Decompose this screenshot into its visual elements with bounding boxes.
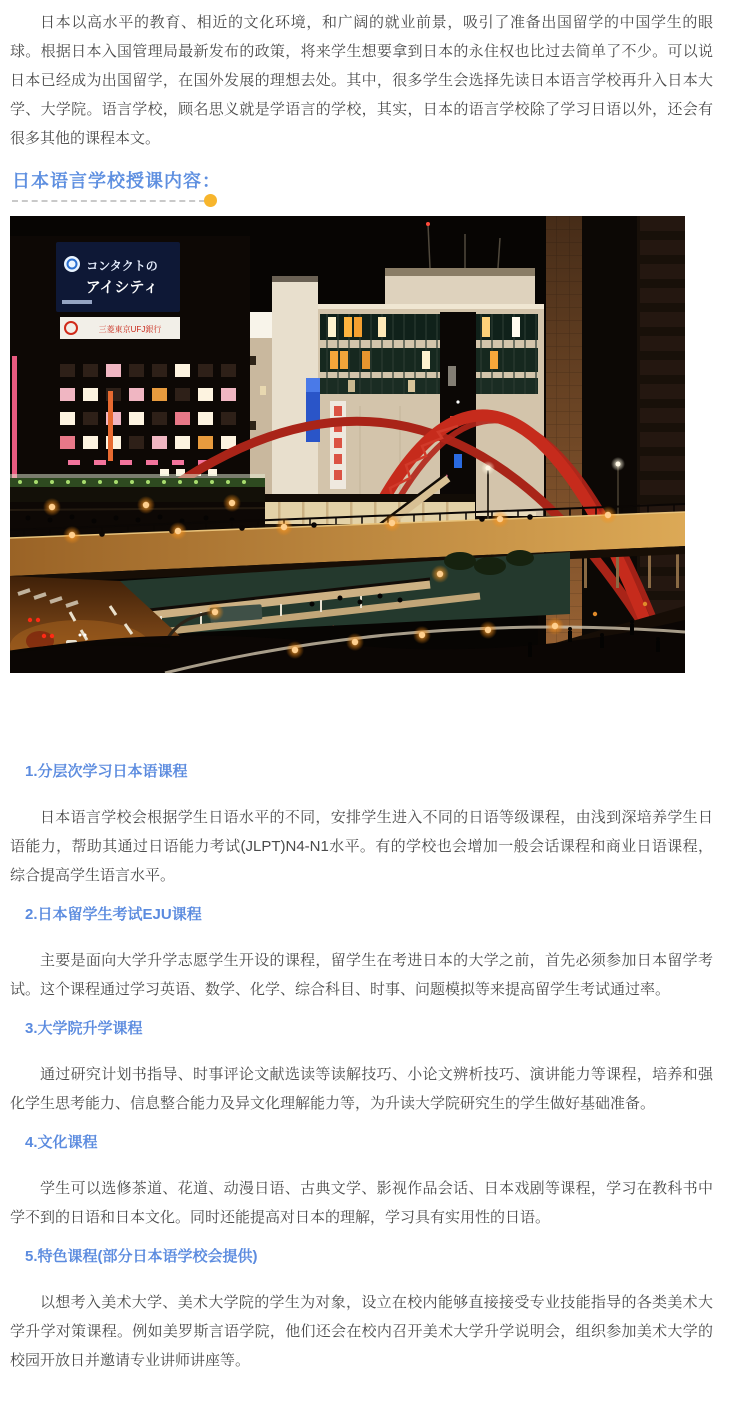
course-body-1: 日本语言学校会根据学生日语水平的不同，安排学生进入不同的日语等级课程，由浅到深培养学生日语能力，帮助其通过日语能力考试(JLPT)N4-N1水平。有的学校也会增加一般会话课程和商业日语课程，综合提高学生语言水平。 xyxy=(10,809,713,884)
course-section-2 xyxy=(10,904,713,1004)
course-section-3 xyxy=(10,1018,713,1118)
course-sections xyxy=(10,761,713,1375)
course-heading-1: 1.分层次学习日本语课程 xyxy=(25,763,188,780)
course-section-5 xyxy=(10,1246,713,1375)
billboard-text-2: アイシティ xyxy=(85,279,159,296)
orange-neon-strip xyxy=(108,391,113,461)
section-title-block xyxy=(12,167,221,202)
intro-paragraph: 日本以高水平的教育、相近的文化环境，和广阔的就业前景，吸引了准备出国留学的中国学生的眼球。根据日本入国管理局最新发布的政策，将来学生想要拿到日本的永住权也比过去简单了不少。可以说日本已经成为出国留学，在国外发展的理想去处。其中，很多学生会选择先读日本语言学校再升入日本大学、大学院。语言学校，顾名思义就是学语言的学校，其实，日本的语言学校除了学习日语以外，还会有很多其他的课程本文。 xyxy=(10,14,713,147)
blue-sign xyxy=(306,378,320,442)
course-heading-5: 5.特色课程(部分日本语学校会提供) xyxy=(25,1248,258,1265)
billboard-sign xyxy=(56,242,180,312)
billboard-text-1: コンタクトの xyxy=(86,259,158,273)
course-heading-3: 3.大学院升学课程 xyxy=(25,1020,143,1037)
page-title: 日本语言学校授课内容： xyxy=(12,171,221,191)
city-night-photo xyxy=(10,216,685,673)
window-bands xyxy=(320,314,538,394)
bank-sign-text: 三菱東京UFJ銀行 xyxy=(98,325,162,334)
course-body-5: 以想考入美术大学、美术大学院的学生为对象，设立在校内能够直接接受专业技能指导的各类美术大学升学对策课程。例如美罗斯言语学院，他们还会在校内召开美术大学升学说明会，组织参加美术大学的校园开放日并邀请专业讲师讲座等。 xyxy=(10,1294,713,1369)
course-heading-2: 2.日本留学生考试EJU课程 xyxy=(25,906,202,923)
title-underline xyxy=(12,200,205,202)
course-body-4: 学生可以选修茶道、花道、动漫日语、古典文学、影视作品会话、日本戏剧等课程，学习在教科书中学不到的日语和日本文化。同时还能提高对日本的理解，学习具有实用性的日语。 xyxy=(10,1180,713,1226)
bank-sign-board xyxy=(60,317,180,339)
course-body-3: 通过研究计划书指导、时事评论文献选读等读解技巧、小论文辨析技巧、演讲能力等课程，培养和强化学生思考能力、信息整合能力及异文化理解能力等，为升读大学院研究生的学生做好基础准备。 xyxy=(10,1066,713,1112)
city-night-photo-svg xyxy=(10,216,685,673)
course-section-1 xyxy=(10,761,713,890)
course-section-4 xyxy=(10,1132,713,1232)
title-dot-icon xyxy=(204,194,217,207)
course-body-2: 主要是面向大学升学志愿学生开设的课程，留学生在考进日本的大学之前，首先必须参加日本留学考试。这个课程通过学习英语、数学、化学、综合科目、时事、问题模拟等来提高留学生考试通过率。 xyxy=(10,952,713,998)
course-heading-4: 4.文化课程 xyxy=(25,1134,98,1151)
